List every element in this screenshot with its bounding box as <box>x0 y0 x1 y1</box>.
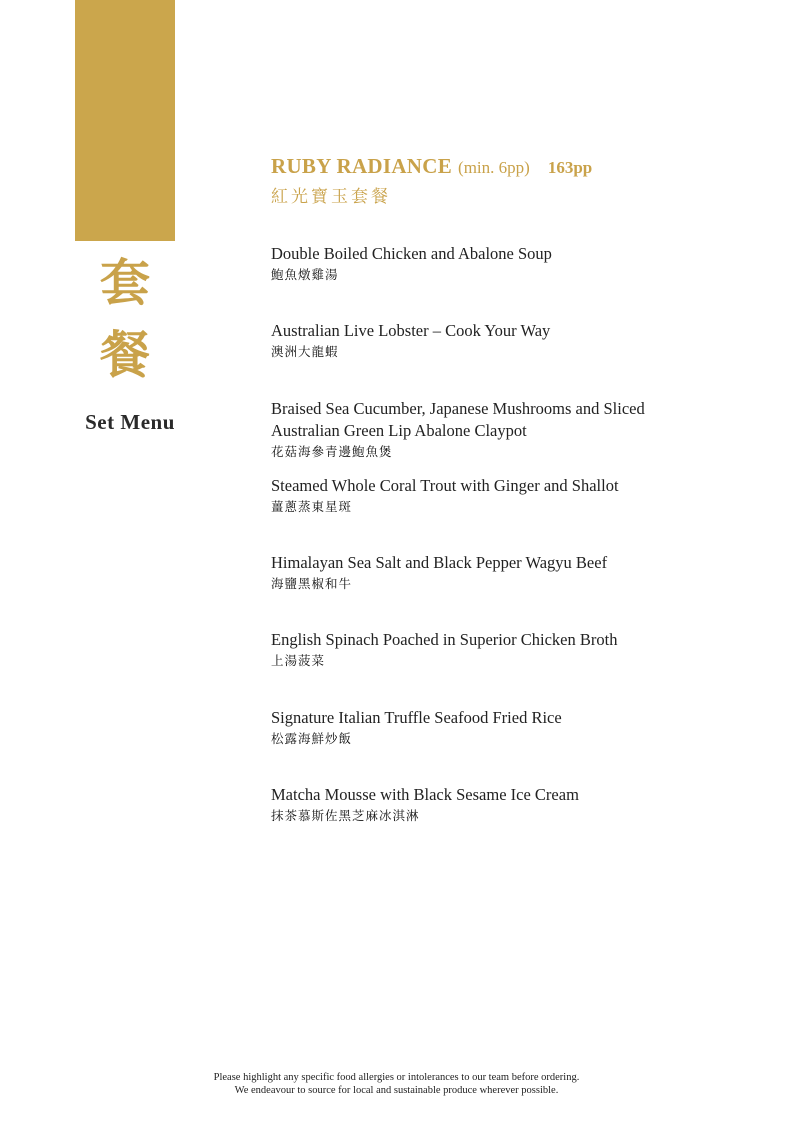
dish-item <box>271 784 741 826</box>
dish-item <box>271 629 741 671</box>
dish-name-en: Double Boiled Chicken and Abalone Soup <box>271 244 552 263</box>
dish-name-zh: 上湯菠菜 <box>271 653 326 668</box>
dish-item <box>271 398 741 462</box>
dish-item <box>271 475 741 517</box>
dish-name-en: Australian Live Lobster – Cook Your Way <box>271 321 551 340</box>
dish-name-en-line-1: Braised Sea Cucumber, Japanese Mushrooms and Sliced <box>271 399 645 418</box>
footer-line-2: We endeavour to source for local and sustainable produce wherever possible. <box>234 1085 559 1096</box>
dish-name-zh: 澳洲大龍蝦 <box>271 344 339 359</box>
dish-name-zh: 薑蔥蒸東星斑 <box>271 499 353 514</box>
dish-item <box>271 552 741 594</box>
section-title-cn-char-2: 餐 <box>100 325 150 384</box>
menu-name-cn: 紅光寶玉套餐 <box>271 187 391 207</box>
section-title-en: Set Menu <box>85 410 175 434</box>
menu-title <box>271 154 592 179</box>
dish-name-zh: 海鹽黑椒和牛 <box>271 576 353 591</box>
menu-minimum: (min. 6pp) <box>458 158 530 177</box>
dish-item <box>271 243 741 285</box>
dish-item <box>271 707 741 749</box>
section-title-cn-char-1: 套 <box>100 253 150 312</box>
dish-name-en: Signature Italian Truffle Seafood Fried Rice <box>271 708 562 727</box>
dish-name-en-line-2: Australian Green Lip Abalone Claypot <box>271 421 527 440</box>
footer-line-1: Please highlight any specific food allergies or intolerances to our team before ordering. <box>213 1072 580 1083</box>
menu-price: 163pp <box>547 158 593 177</box>
dish-name-zh: 花菇海參青邊鮑魚煲 <box>271 444 393 459</box>
dish-name-en: English Spinach Poached in Superior Chicken Broth <box>271 630 618 649</box>
dish-item <box>271 320 741 362</box>
dish-name-en: Steamed Whole Coral Trout with Ginger and Shallot <box>271 476 619 495</box>
dish-name-en: Himalayan Sea Salt and Black Pepper Wagyu Beef <box>271 553 608 572</box>
gold-header-bar <box>75 0 175 241</box>
dish-name-zh: 鮑魚燉雞湯 <box>271 267 339 282</box>
dish-name-zh: 松露海鮮炒飯 <box>271 731 353 746</box>
dish-name-en: Matcha Mousse with Black Sesame Ice Cream <box>271 785 579 804</box>
footer-note <box>0 1071 793 1097</box>
dish-name-zh: 抹茶慕斯佐黑芝麻冰淇淋 <box>271 808 420 823</box>
menu-name: RUBY RADIANCE <box>271 154 453 178</box>
